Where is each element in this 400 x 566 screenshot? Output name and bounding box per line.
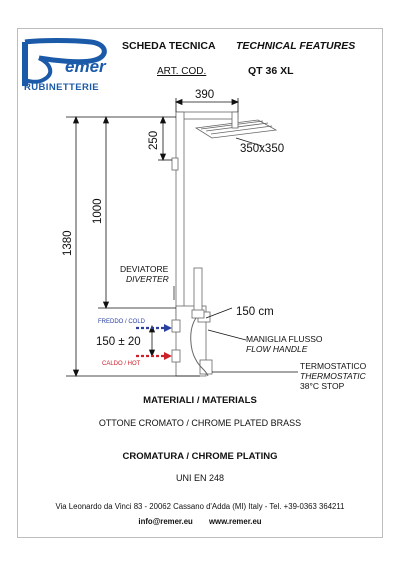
brand-subtitle: RUBINETTERIE (24, 82, 99, 93)
stop-temperature-label: 38°C STOP (300, 381, 345, 391)
plating-value: UNI EN 248 (175, 473, 225, 483)
art-code-value: QT 36 XL (248, 65, 294, 77)
dim-1000: 1000 (92, 198, 104, 224)
thermostatic-label-en: THERMOSTATIC (300, 371, 366, 381)
hand-shower (194, 268, 202, 314)
flow-handle-label-it: MANIGLIA FLUSSO (246, 334, 323, 344)
dim-arm-width: 390 (195, 89, 215, 101)
dim-250: 250 (148, 130, 160, 150)
website-link[interactable]: www.remer.eu (208, 517, 262, 526)
dim-inlet-distance: 150 ± 20 (96, 336, 141, 348)
thermostatic-label-it: TERMOSTATICO (300, 361, 367, 371)
contacts-row (20, 517, 380, 526)
art-code-label: ART. COD. (157, 66, 207, 77)
dim-hose-length: 150 cm (236, 306, 274, 318)
dim-head-size: 350x350 (240, 143, 285, 155)
header-right-title: TECHNICAL FEATURES (236, 40, 356, 52)
materials-heading: MATERIALI / MATERIALS (143, 395, 257, 406)
shower-arm (176, 112, 238, 119)
plating-heading: CROMATURA / CHROME PLATING (122, 451, 278, 462)
hot-label: CALDO / HOT (102, 361, 141, 367)
flow-handle-label-en: FLOW HANDLE (246, 344, 308, 354)
dim-1380: 1380 (62, 230, 74, 256)
header-left-title: SCHEDA TECNICA (122, 40, 216, 52)
diverter-label-en: DIVERTER (126, 274, 169, 284)
svg-text:emer: emer (65, 57, 106, 76)
cold-label: FREDDO / COLD (98, 319, 146, 325)
company-address: Via Leonardo da Vinci 83 - 20062 Cassano d'Adda (MI) Italy - Tel. +39-0363 364211 (55, 502, 345, 511)
email-link[interactable]: info@remer.eu (138, 517, 193, 526)
diverter-label-it: DEVIATORE (120, 264, 169, 274)
materials-value: OTTONE CROMATO / CHROME PLATED BRASS (98, 418, 302, 428)
shower-column (176, 112, 184, 318)
